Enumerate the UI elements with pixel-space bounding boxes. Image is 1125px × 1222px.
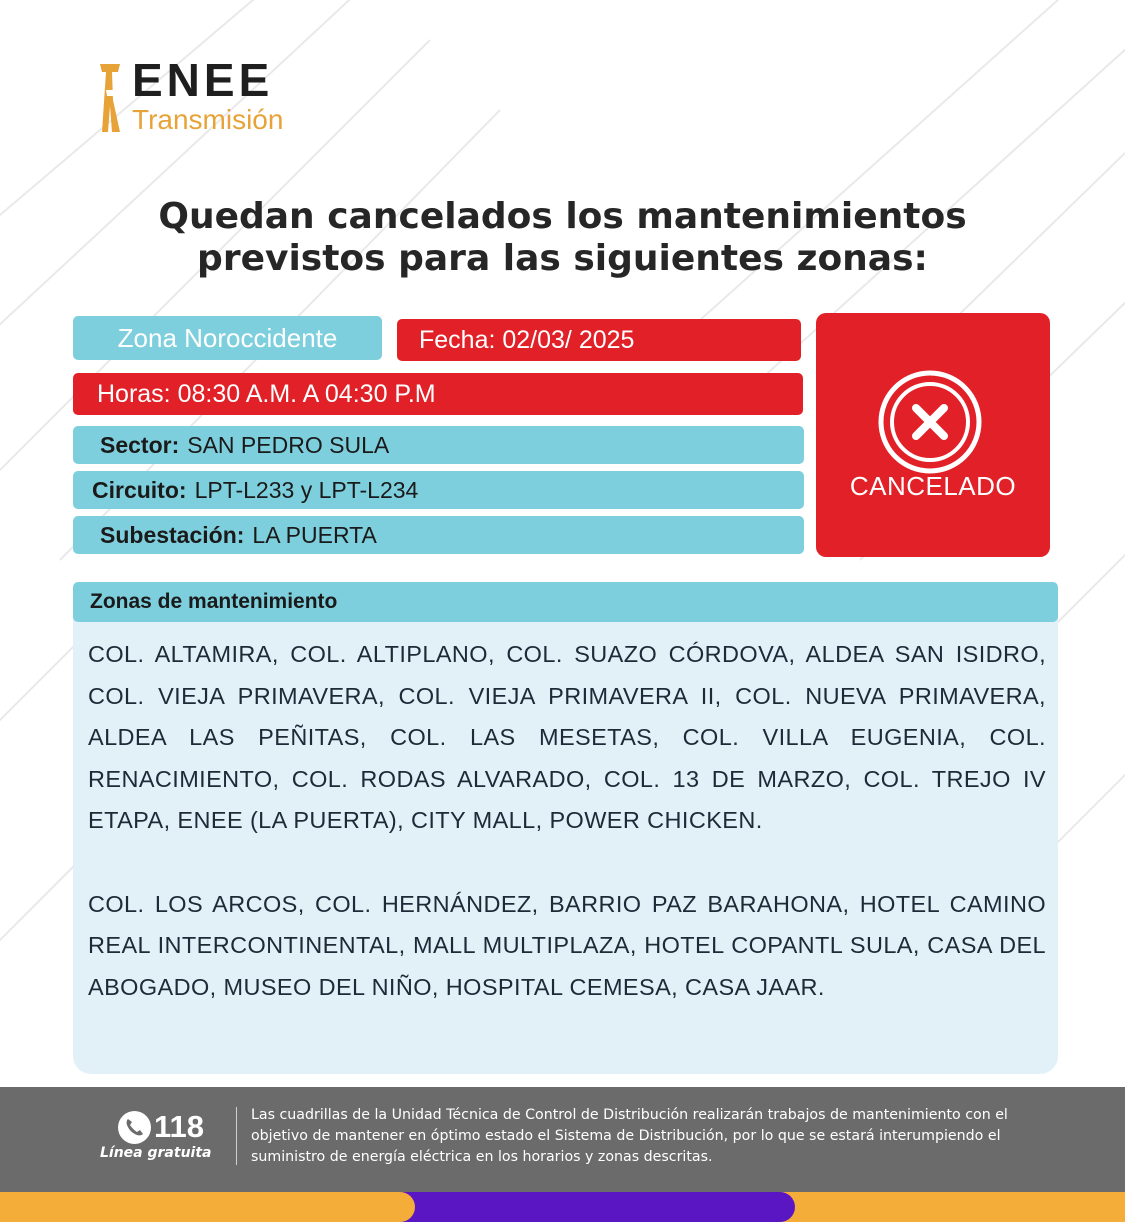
- enee-logo: [98, 54, 328, 138]
- substation-value: LA PUERTA: [252, 521, 377, 548]
- date-badge: Fecha: 02/03/ 2025: [397, 319, 801, 361]
- substation-label: Subestación:: [100, 521, 245, 548]
- zones-list: [88, 634, 1046, 1008]
- hotline: [118, 1109, 228, 1149]
- zones-paragraph: COL. LOS ARCOS, COL. HERNÁNDEZ, BARRIO PAZ BARAHONA, HOTEL CAMINO REAL INTERCONTINENTAL, MALL MULTIPLAZA, HOTEL COPANTL SULA, CASA DEL ABOGADO, MUSEO DEL NIÑO, HOSPITAL CEMESA, CASA JAAR.: [88, 890, 1046, 1000]
- phone-icon: [118, 1111, 151, 1144]
- logo-subtitle: Transmisión: [132, 104, 284, 135]
- circuit-value: LPT-L233 y LPT-L234: [194, 476, 419, 503]
- transmission-tower-icon: [98, 60, 128, 134]
- hours-badge: Horas: 08:30 A.M. A 04:30 P.M: [73, 373, 803, 415]
- bottom-bar-orange: [0, 1192, 415, 1222]
- footer: [0, 1087, 1125, 1192]
- footer-divider: [236, 1107, 237, 1165]
- substation-row: [73, 516, 804, 554]
- bottom-bar-purple: [395, 1192, 795, 1222]
- cancelled-badge: [816, 313, 1050, 557]
- hotline-number: 118: [154, 1109, 205, 1144]
- headline-line-2: previstos para las siguientes zonas:: [197, 238, 928, 279]
- sector-value: SAN PEDRO SULA: [187, 431, 390, 458]
- x-circle-icon: [876, 368, 984, 476]
- zone-badge: Zona Noroccidente: [73, 316, 382, 360]
- headline-line-1: Quedan cancelados los mantenimientos: [158, 196, 967, 237]
- zones-paragraph: COL. ALTAMIRA, COL. ALTIPLANO, COL. SUAZO CÓRDOVA, ALDEA SAN ISIDRO, COL. VIEJA PRIMAVERA, COL. VIEJA PRIMAVERA II, COL. NUEVA PRIMAVERA, ALDEA LAS PEÑITAS, COL. LAS MESETAS, COL. VILLA EUGENIA, COL. RENACIMIENTO, COL. RODAS ALVARADO, COL. 13 DE MARZO, COL. TREJO IV ETAPA, ENEE (LA PUERTA), CITY MALL, POWER CHICKEN.: [88, 641, 1046, 834]
- headline: [80, 196, 1045, 280]
- logo-brand: ENEE: [132, 54, 274, 106]
- hotline-label: Línea gratuita: [100, 1145, 212, 1161]
- cancelled-label: CANCELADO: [849, 471, 1017, 501]
- zones-title: Zonas de mantenimiento: [73, 582, 1058, 622]
- footer-notice: Las cuadrillas de la Unidad Técnica de Control de Distribución realizarán trabajos de mantenimiento con el objetivo de mantener en óptimo estado el Sistema de Distribución, por lo que se estará interumpiendo el suministro de energía eléctrica en los horarios y zonas descritas.: [251, 1107, 1008, 1165]
- sector-row: [73, 426, 804, 464]
- circuit-row: [73, 471, 804, 509]
- circuit-label: Circuito:: [92, 476, 187, 503]
- sector-label: Sector:: [100, 431, 180, 458]
